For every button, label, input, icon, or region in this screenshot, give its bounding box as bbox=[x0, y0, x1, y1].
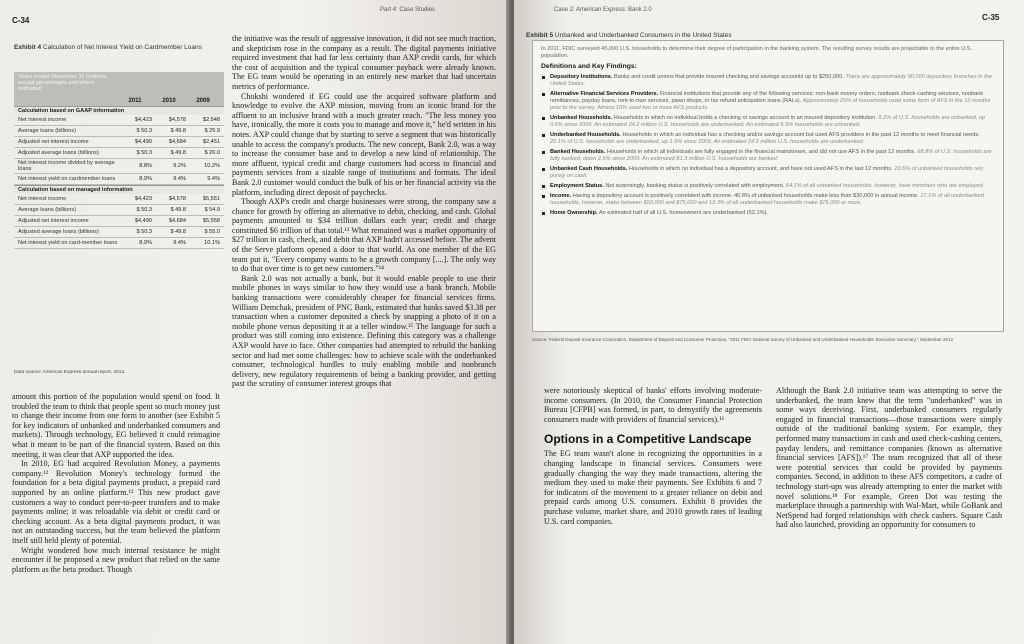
exhibit4-body bbox=[14, 106, 224, 249]
row-label: Net interest yield on cardmember loans bbox=[18, 176, 116, 182]
cell-value: $4,490 bbox=[134, 218, 152, 224]
cell-value: $2,451 bbox=[202, 139, 220, 145]
exhibit4-corner-note: Years ended December 31 (millions, except percentages and where indicated) bbox=[18, 74, 109, 92]
row-label: Net interest income divided by average loans bbox=[18, 160, 115, 172]
section-heading: Options in a Competitive Landscape bbox=[544, 432, 752, 447]
page-number-right: C-35 bbox=[982, 13, 1000, 22]
definition-item bbox=[541, 91, 995, 112]
year-header: 2011 bbox=[128, 98, 142, 104]
definition-note: There are approximately 90,000 depository branches in the United States. bbox=[550, 74, 992, 87]
running-head-left: Part 4: Case Studies bbox=[380, 7, 436, 13]
paragraph: Bank 2.0 was not actually a bank, but it would enable people to use their mobile phones in ways similar to how they would use a bank branch. Mobile banking transactions were considerably cheaper for financial services firms. William Demchak, president of PNC Bank, estimated that banks saved $3.38 per transaction when a customer deposited a check by snapping a photo of it on a mobile phone versus depositing it at a teller window.¹⁵ The language for such a product was still coming into existence. Defining this category was a challenge AXP would have to face. Other companies had attempted to rebuild the banking sector and had met some challenges: how to achieve scale with the underbanked consumer, technological hurdles to truly enabling mobile and nonbranch delivery, new regulatory requirements of being a banking provider, and getting past the scrutiny of consumer interest groups that bbox=[232, 273, 496, 389]
paragraph: Though AXP's credit and charge businesses were strong, the company saw a chance for growth by offering an alternative to debit, checking, and cash. Global payments amounted to $34 trillion dollars each year; credit and charge constituted $6 trillion of that total.¹³ What remained was a market opportunity of $27 trillion in cash, check, and debit that AXP hadn't accessed before. The advent of the Serve platform opened a door to that world. As one member of the EG team put it, "Every company wants to be a growth company [....]. The only way to do that over time is to get new customers."¹⁴ bbox=[232, 197, 496, 274]
definition-item bbox=[541, 210, 995, 217]
definition-note: 8.2% of U.S. households are unbanked, up 0.6% since 2009. An estimated 24.2 million U.S. households are underbanked. An estimated 9.9% households are unbanked. bbox=[550, 115, 986, 128]
cell-value: $5,551 bbox=[202, 196, 220, 202]
cell-value: $ 49.8 bbox=[170, 207, 186, 213]
definition-text bbox=[550, 132, 995, 146]
table-section-heading: Calculation based on managed information bbox=[14, 185, 224, 194]
cell-value: $4,684 bbox=[168, 139, 186, 145]
definition-text bbox=[550, 91, 995, 112]
table-row bbox=[14, 137, 224, 148]
table-row bbox=[14, 194, 224, 205]
definition-item bbox=[541, 132, 995, 146]
year-header: 2010 bbox=[162, 98, 176, 104]
definition-body: Households in which no individual has a depository account, and have not used AFS in the last 12 months. bbox=[628, 166, 893, 172]
body-column-left bbox=[12, 392, 220, 574]
definition-term: Underbanked Households. bbox=[550, 132, 621, 138]
definition-body: Financial institutions that provide any of the following services: non-bank money orders, nonbank check-cashing services, nonbank remittances, payday loans, rent-to-own services, pawn shops, or tax refund anticipation loans (RALs). bbox=[550, 91, 984, 104]
cell-value: $ 50.3 bbox=[136, 150, 152, 156]
definition-text bbox=[550, 193, 995, 207]
exhibit4-table bbox=[14, 72, 224, 249]
bullet-icon bbox=[542, 76, 545, 79]
cell-value: $ 49.8 bbox=[170, 229, 186, 235]
exhibit5-title-text: Unbanked and Underbanked Consumers in the United States bbox=[554, 32, 732, 39]
bullet-icon bbox=[542, 117, 545, 120]
year-header: 2009 bbox=[196, 98, 210, 104]
page-number-left: C-34 bbox=[12, 16, 30, 25]
definition-body: Households in which no individual holds a checking or savings account in an insured depository institution. bbox=[613, 115, 877, 121]
cell-value: 8.8% bbox=[139, 163, 152, 169]
exhibit5-definitions-heading: Definitions and Key Findings: bbox=[541, 63, 637, 70]
table-section-heading: Calculation based on GAAP information bbox=[14, 106, 224, 115]
paragraph: Although the Bank 2.0 initiative team was attempting to serve the underbanked, the team knew that the term "underbanked" was in some ways deceiving. First, underbanked consumers regularly engaged in financial transactions—those transactions were simply outside of the traditional banking system. For example, they performed many transactions in cash and used check-cashing centers, payday lenders, and remittance companies (known as alternative financial services [AFS]).¹⁷ The team recognized that all of these were potential services that could be provided by payments companies. Second, in addition to these AFS competitors, a cadre of technology start-ups was already attempting to enter the market with novel solutions.¹⁸ For example, Green Dot was testing the marketplace through a partnership with Wal-Mart, while GoBank and NetSpend had forged relationships with check cashers. Square Cash had also launched, providing an opportunity for consumers to bbox=[776, 386, 1002, 530]
definition-note: Approximately 25% of households used some form of AFS in the 12 months prior to the survey. Almost 10% used two or more AFS products. bbox=[550, 98, 991, 111]
bullet-icon bbox=[542, 151, 545, 154]
exhibit4-label: Exhibit 4 bbox=[14, 44, 42, 51]
table-row bbox=[14, 174, 224, 185]
row-label: Average loans (billions) bbox=[18, 207, 77, 213]
row-label: Average loans (billions) bbox=[18, 128, 77, 134]
row-label: Adjusted average loans (billions) bbox=[18, 150, 99, 156]
definition-text bbox=[550, 149, 995, 163]
definition-term: Alternative Financial Services Providers. bbox=[550, 91, 659, 97]
bullet-icon bbox=[542, 134, 545, 137]
table-row bbox=[14, 148, 224, 159]
bullet-icon bbox=[542, 185, 545, 188]
bullet-icon bbox=[542, 212, 545, 215]
paragraph: were notoriously skeptical of banks' efforts involving moderate-income consumers. (In 2010, the Consumer Financial Protection Bureau [CFPB] was formed, in part, to demystify the agreements consumers made with providers of financial services).¹⁶ bbox=[544, 386, 762, 424]
exhibit4-header bbox=[14, 72, 224, 106]
definition-text bbox=[550, 115, 995, 129]
cell-value: 8.9% bbox=[139, 240, 152, 246]
paragraph: amount this portion of the population would spend on food. It troubled the team to think that people spent so much money just to change their income from one form to another (see Exhibit 5 for key indicators of unbanked and underbanked consumers and markets). Through technology, EG believed it could reimagine what it meant to be part of the financial system. Based on this meeting, it was clear that AXP supported the idea. bbox=[12, 392, 220, 459]
cell-value: 9.4% bbox=[207, 176, 220, 182]
exhibit5-label: Exhibit 5 bbox=[526, 32, 554, 39]
definition-text bbox=[550, 166, 995, 180]
right-page bbox=[514, 0, 1024, 644]
body-column-left bbox=[544, 386, 762, 526]
definition-note: 20.1% of U.S. households are underbanked, up 1.9% since 2009. An estimated 24.2 million U.S. households are underbanked. bbox=[550, 139, 865, 145]
exhibit5-source: Source: Federal Deposit Insurance Corporation, Department of Deposit and Consumer Protection, "2011 FDIC National Survey of Unbanked and Underbanked Households: Executive Summary," September 2012. bbox=[532, 337, 955, 342]
table-row bbox=[14, 216, 224, 227]
paragraph: Chokshi wondered if EG could use the acquired software platform and knowledge to evolve the AXP mission, moving from an iconic brand for the affluent to an inclusive brand with a much greater reach. "The less money you have, ironically, the more it costs you to manage and move it," he'd written in his notes. AXP could change that by starting to serve a segment that was historically unable to access the company's products. The new concept, Bank 2.0, was a way to increase the consumer base and to develop a new kind of relationship. The more affluent, typical credit and charge customers had access to financial and payments services from a sizable range of institutions and formats. The ideal Bank 2.0 customer would conduct the bulk of his or her financial activity via the platform, including direct deposit of paychecks. bbox=[232, 91, 496, 197]
exhibit5-title bbox=[526, 32, 732, 39]
left-page bbox=[0, 0, 510, 644]
definition-term: Unbanked Cash Households. bbox=[550, 166, 628, 172]
exhibit4-source: Data source: American Express annual report, 2012. bbox=[14, 370, 126, 375]
cell-value: $ 50.3 bbox=[136, 229, 152, 235]
definition-term: Employment Status. bbox=[550, 183, 604, 189]
bullet-icon bbox=[542, 93, 545, 96]
definition-body: Banks and credit unions that provide insured checking and savings accounts up to $250,000. bbox=[614, 74, 844, 80]
definition-note: 17.1% of all underbanked households, however, make between $50,000 and $75,000 and 13.3% of all underbanked households make $75,000 or more. bbox=[550, 193, 984, 206]
body-column-right bbox=[232, 34, 496, 389]
definition-note: 29.5% of unbanked households rely purely on cash. bbox=[550, 166, 984, 179]
cell-value: 9.4% bbox=[173, 240, 186, 246]
definition-body: Having a depository account is positively correlated with income. 40.8% of unbanked households make less than $30,000 in annual income. bbox=[572, 193, 919, 199]
definition-item bbox=[541, 183, 995, 190]
definition-term: Depository Institutions. bbox=[550, 74, 613, 80]
running-head-right: Case 2: American Express: Bank 2.0 bbox=[554, 7, 652, 13]
table-row bbox=[14, 205, 224, 216]
definition-term: Home Ownership. bbox=[550, 210, 598, 216]
definition-term: Banked Households. bbox=[550, 149, 606, 155]
paragraph: The EG team wasn't alone in recognizing the opportunities in a changing landscape in financial services. Consumers were gradually changing the way they made transactions, altering the medium they used to make their payments. See Exhibits 6 and 7 for indicators of the movement to a greater reliance on debit and prepaid cards among U.S. consumers. Exhibit 8 provides the purchase volume, market share, and 2010 growth rates of leading U.S. card companies. bbox=[544, 449, 762, 526]
table-row bbox=[14, 227, 224, 238]
cell-value: $ 50.3 bbox=[136, 128, 152, 134]
definition-item bbox=[541, 193, 995, 207]
definition-item bbox=[541, 115, 995, 129]
definition-text bbox=[550, 210, 768, 217]
table-row bbox=[14, 115, 224, 126]
definition-text bbox=[550, 183, 984, 190]
cell-value: $ 25.9 bbox=[204, 128, 220, 134]
cell-value: $4,684 bbox=[168, 218, 186, 224]
exhibit5-intro: In 2011, FDIC surveyed 45,000 U.S. households to determine their degree of participation in the banking system. The resulting survey results are projectable to the entire U.S. population. bbox=[541, 46, 973, 59]
exhibit4-title-text: Calculation of Net Interest Yield on Cardmember Loans bbox=[42, 44, 202, 51]
cell-value: $ 54.9 bbox=[204, 207, 220, 213]
cell-value: 9.4% bbox=[173, 176, 186, 182]
cell-value: $4,423 bbox=[134, 117, 152, 123]
cell-value: $4,578 bbox=[168, 196, 186, 202]
definition-text bbox=[550, 74, 995, 88]
paragraphs-bottom bbox=[544, 449, 762, 526]
row-label: Adjusted net interest income bbox=[18, 139, 89, 145]
cell-value: $4,578 bbox=[168, 117, 186, 123]
paragraphs-top bbox=[544, 386, 762, 424]
row-label: Adjusted net interest income bbox=[18, 218, 89, 224]
definition-body: Households in which all individuals are fully engaged in the financial mainstream, and did not use AFS in the past 12 months. bbox=[606, 149, 916, 155]
cell-value: $ 55.0 bbox=[204, 229, 220, 235]
table-row bbox=[14, 238, 224, 249]
cell-value: 8.9% bbox=[139, 176, 152, 182]
cell-value: $ 49.8 bbox=[170, 128, 186, 134]
bullet-icon bbox=[542, 168, 545, 171]
exhibit5-box bbox=[532, 40, 1004, 332]
row-label: Net interest income bbox=[18, 196, 67, 202]
cell-value: 10.2% bbox=[204, 163, 220, 169]
cell-value: $2,548 bbox=[202, 117, 220, 123]
cell-value: $ 50.3 bbox=[136, 207, 152, 213]
exhibit4-title bbox=[14, 44, 224, 52]
exhibit5-items bbox=[541, 74, 995, 217]
row-label: Net interest yield on card-member loans bbox=[18, 240, 118, 246]
definition-body: An estimated half of all U.S. homeowners are underbanked (52.1%). bbox=[598, 210, 768, 216]
cell-value: $ 26.0 bbox=[204, 150, 220, 156]
definition-term: Income. bbox=[550, 193, 572, 199]
cell-value: $5,558 bbox=[202, 218, 220, 224]
cell-value: 10.1% bbox=[204, 240, 220, 246]
cell-value: $ 49.8 bbox=[170, 150, 186, 156]
row-label: Net interest income bbox=[18, 117, 67, 123]
paragraph: In 2010, EG had acquired Revolution Money, a payments company.¹² Revolution Money's technology formed the foundation for a beta digital payments product, a prepaid card supported by an online platform.¹² This new product gave customers a way to conduct peer-to-peer transfers and to make payments online; it was reloadable via debit or credit card or checking account. As a beta digital payments product, it was not an outstanding success, but the team believed the platform itself still held plenty of potential. bbox=[12, 459, 220, 545]
row-label: Adjusted average loans (billions) bbox=[18, 229, 99, 235]
definition-item bbox=[541, 74, 995, 88]
cell-value: $4,490 bbox=[134, 139, 152, 145]
definition-item bbox=[541, 149, 995, 163]
definition-note: 64.1% of all unbanked households, however, have members who are employed. bbox=[785, 183, 985, 189]
cell-value: 9.2% bbox=[173, 163, 186, 169]
table-row bbox=[14, 159, 224, 174]
cell-value: $4,423 bbox=[134, 196, 152, 202]
definition-body: Households in which an individual has a checking and/or savings account but used AFS providers in the past 12 months to meet financial needs. bbox=[622, 132, 980, 138]
bullet-icon bbox=[542, 195, 545, 198]
definition-body: Not surprisingly, banking status is positively correlated with employment. bbox=[605, 183, 785, 189]
definition-term: Unbanked Households. bbox=[550, 115, 613, 121]
body-column-right bbox=[776, 386, 1002, 530]
table-row bbox=[14, 126, 224, 137]
definition-note: 68.8% of U.S. households are fully banked, down 2.5% since 2009. An estimated 81.3 million U.S. households are banked. bbox=[550, 149, 992, 162]
paragraph: Wright wondered how much internal resistance he might encounter if he proposed a new product that relied on the same platform as the beta product. Though bbox=[12, 545, 220, 574]
paragraph: the initiative was the result of aggressive innovation, it did not see much traction, and skepticism rose in the company as a result. The digital payments initiative required investment that had far less certainty than AXP credit cards, for which the cost of acquisition and the typical consumer payback were already known. The EG team would be operating in an entirely new market that had uncertain metrics of performance. bbox=[232, 34, 496, 91]
definition-item bbox=[541, 166, 995, 180]
